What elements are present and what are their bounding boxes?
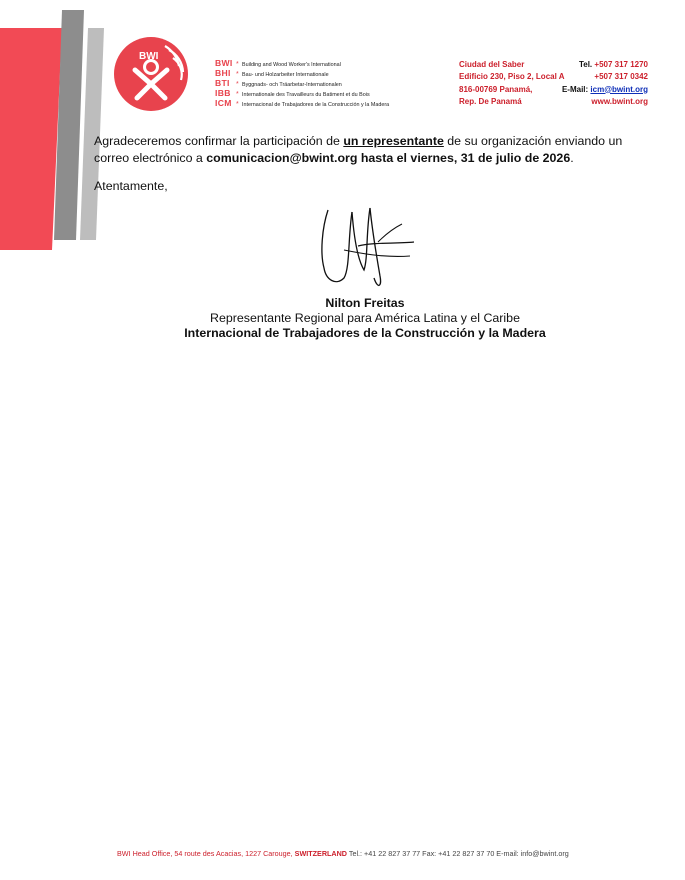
brand-name: Building and Wood Worker's International (242, 62, 341, 68)
footer-country: SWITZERLAND (294, 849, 347, 858)
address-line: Rep. De Panamá (459, 96, 522, 106)
address-line: Edificio 230, Piso 2, Local A (459, 72, 565, 82)
brand-row (215, 58, 389, 68)
star-icon: * (236, 71, 239, 78)
brand-name: Bau- und Holzarbeiter Internationale (242, 72, 329, 78)
handwritten-signature (314, 198, 424, 293)
brand-name: Internacional de Trabajadores de la Construcción y la Madera (242, 102, 390, 108)
brand-row (215, 78, 389, 88)
website-link[interactable]: www.bwint.org (591, 96, 648, 106)
bwi-logo-icon (113, 36, 189, 112)
brand-row (215, 88, 389, 98)
brand-abbr: BHI (215, 68, 231, 78)
brand-abbr: BWI (215, 58, 233, 68)
tel-label: Tel. (578, 60, 593, 69)
text-run: Agradeceremos confirmar la participación de (94, 134, 344, 148)
footer-office: BWI Head Office, 54 route des Acacias, 1227 Carouge, (117, 849, 295, 858)
email-label: E-Mail: (561, 84, 589, 94)
office-address (459, 59, 565, 108)
text-run: . (570, 151, 574, 165)
star-icon: * (236, 61, 239, 68)
signatory-title: Representante Regional para América Latina y el Caribe (210, 311, 520, 325)
red-stripe (0, 28, 62, 250)
brand-abbr: IBB (215, 88, 231, 98)
star-icon: * (236, 91, 239, 98)
signatory-block (0, 296, 685, 341)
brand-names (215, 58, 389, 108)
brand-row (215, 68, 389, 78)
decorative-stripes (0, 0, 110, 260)
svg-text:BWI: BWI (139, 51, 159, 62)
contact-info (562, 59, 648, 108)
brand-row (215, 98, 389, 108)
brand-abbr: ICM (215, 98, 232, 108)
deadline-text: comunicacion@bwint.org hasta el viernes, 31 de julio de 2026 (206, 151, 571, 165)
signatory-organization: Internacional de Trabajadores de la Construcción y la Madera (184, 326, 546, 340)
star-icon: * (236, 81, 239, 88)
star-icon: * (236, 101, 239, 108)
footer-contact: Tel.: +41 22 827 37 77 Fax: +41 22 827 37 70 E-mail: info@bwint.org (346, 849, 569, 858)
brand-name: Internationale des Travailleurs du Batiment et du Bois (242, 92, 370, 98)
phone-number: +507 317 0342 (594, 72, 648, 82)
email-link[interactable]: icm@bwint.org (590, 84, 648, 94)
text-run: de su organización enviando un correo electrónico a (94, 134, 623, 165)
phone-number: +507 317 1270 (594, 60, 648, 69)
address-line: 816-00769 Panamá, (459, 84, 533, 94)
footer-address (117, 849, 569, 858)
body-paragraph (94, 133, 654, 167)
signatory-name: Nilton Freitas (325, 296, 405, 310)
brand-name: Byggnads- och Träarbetar-Internationalen (242, 82, 342, 88)
address-line: Ciudad del Saber (459, 60, 525, 69)
highlight-representative: un representante (343, 134, 444, 148)
brand-abbr: BTI (215, 78, 230, 88)
closing-salutation: Atentamente, (94, 179, 168, 193)
